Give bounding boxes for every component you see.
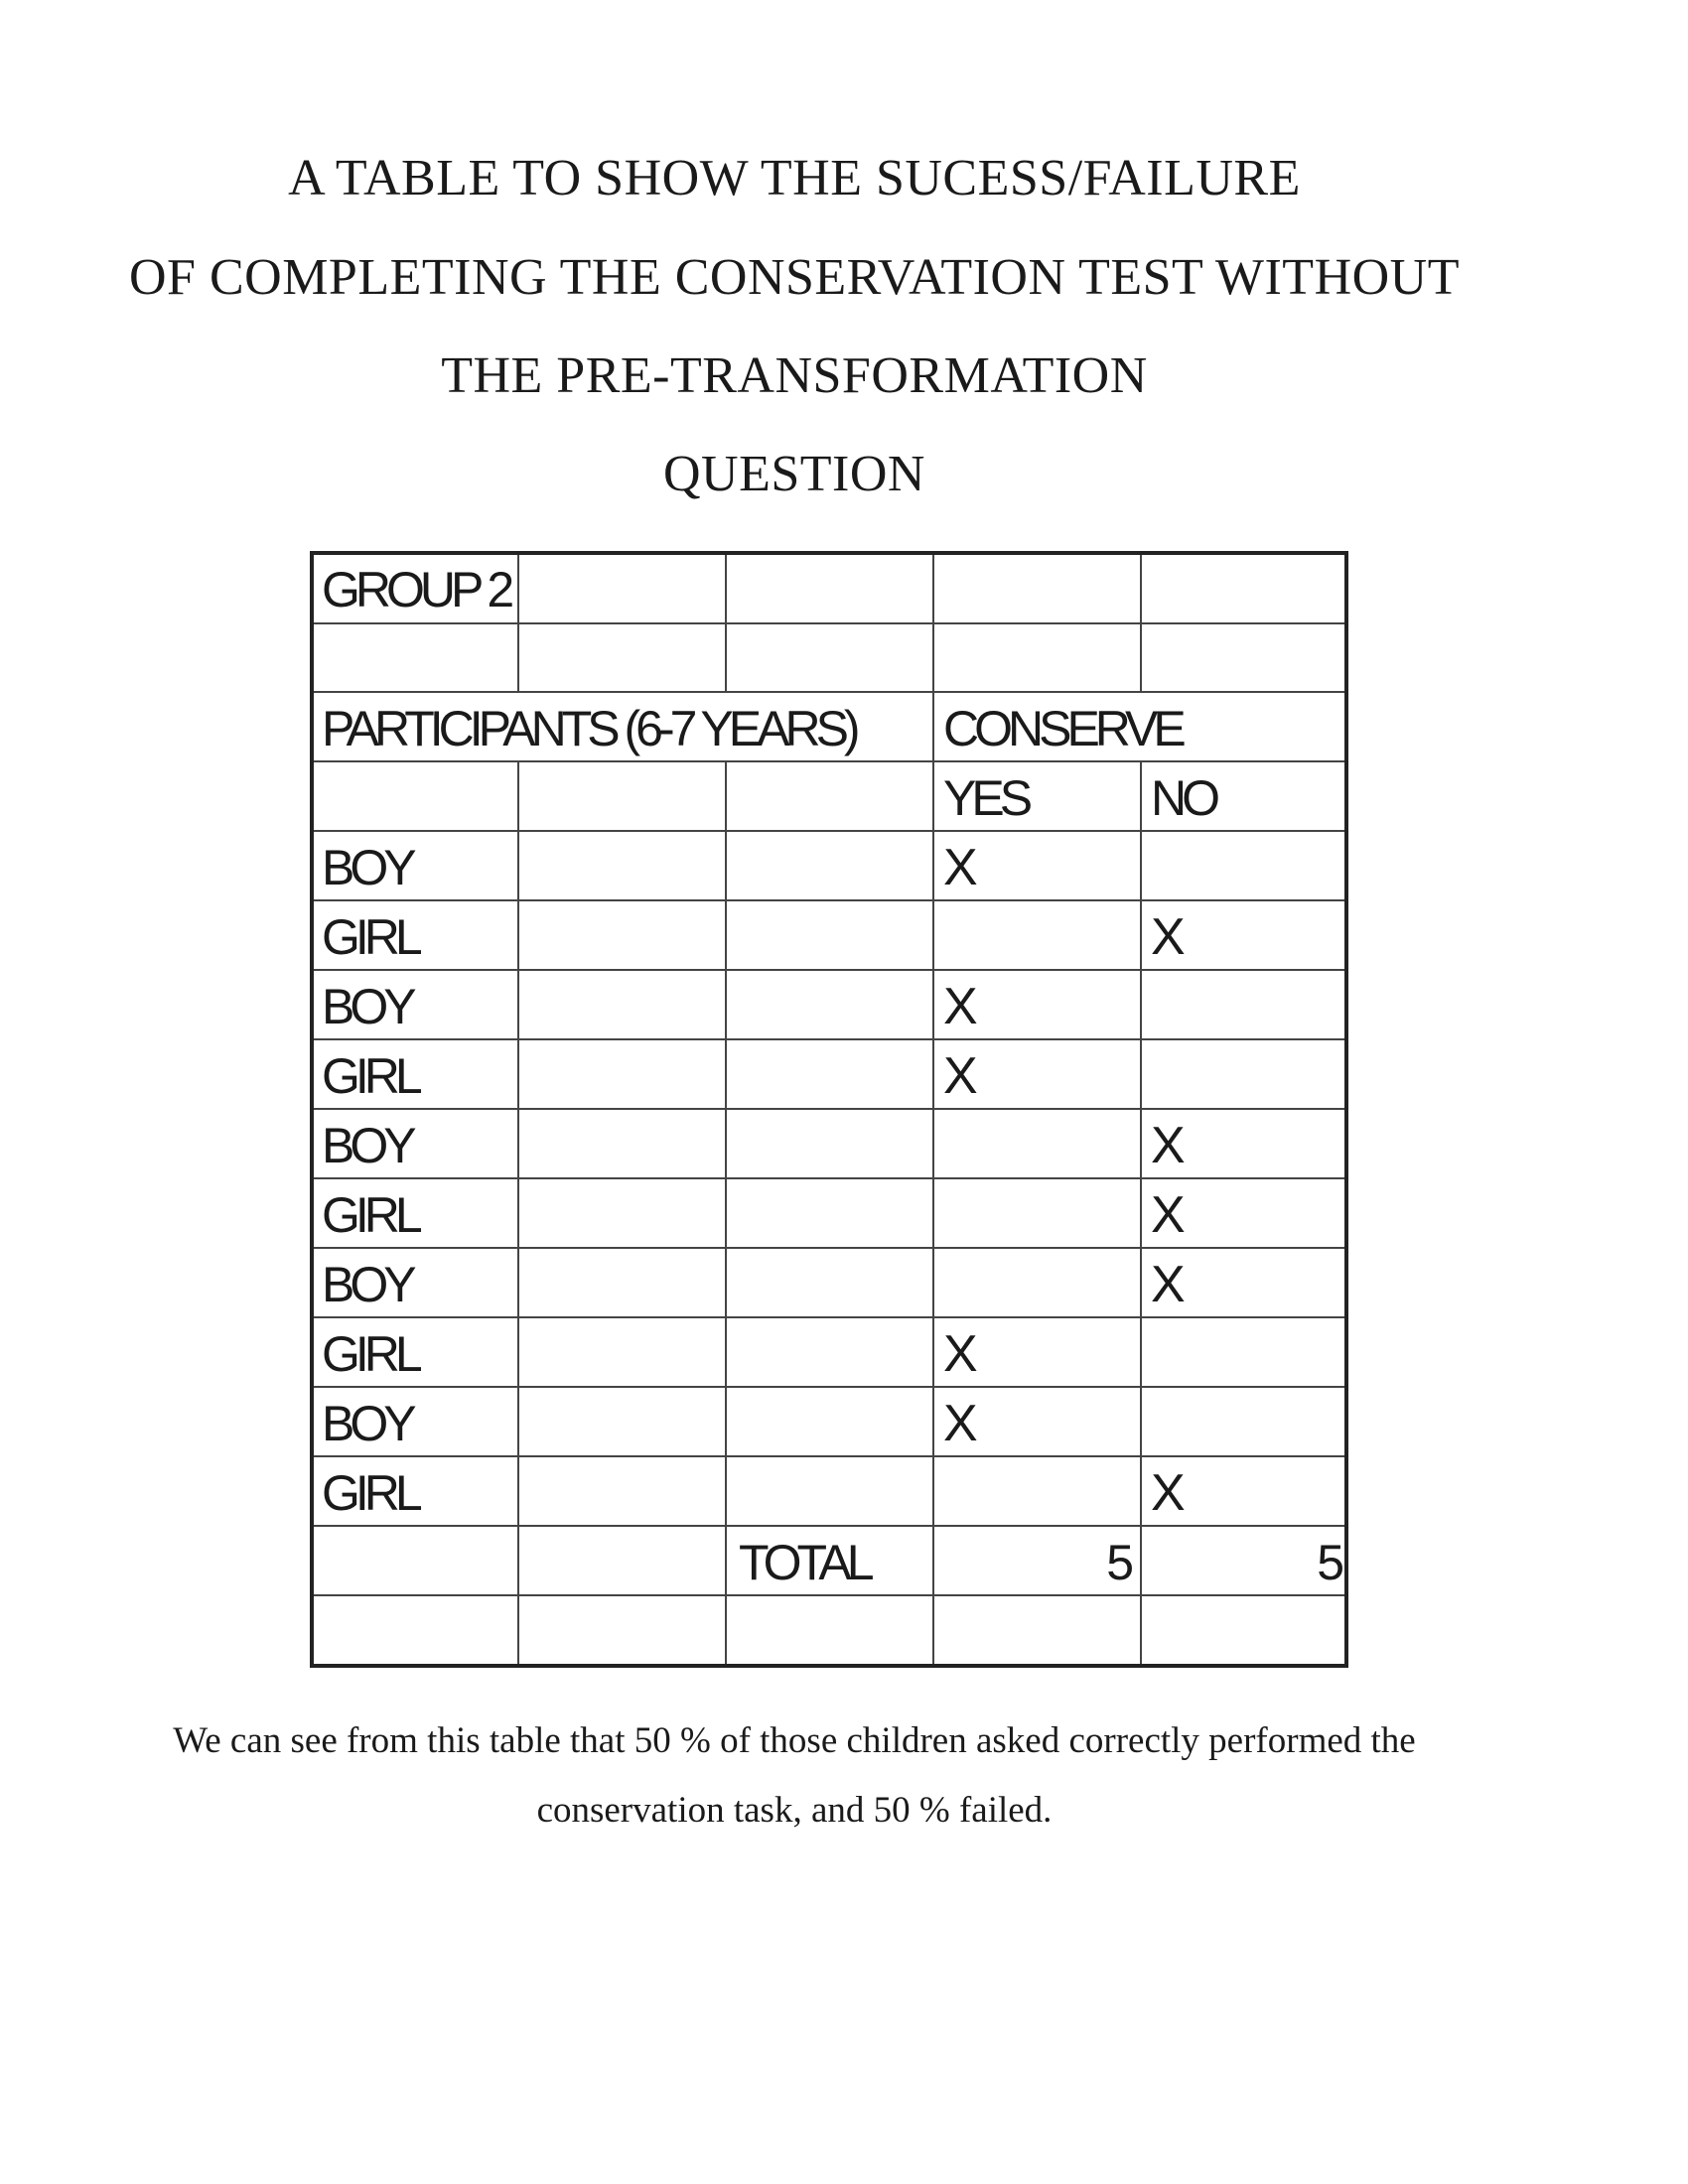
no-mark: X xyxy=(1151,908,1186,966)
row-divider xyxy=(314,969,1344,971)
row-divider xyxy=(314,1177,1344,1179)
no-mark: X xyxy=(1151,1186,1186,1244)
participant-cell: BOY xyxy=(322,1257,412,1312)
no-header: NO xyxy=(1151,770,1215,826)
total-label: TOTAL xyxy=(739,1535,870,1590)
column-divider xyxy=(725,555,727,691)
column-divider xyxy=(932,555,934,1664)
row-divider xyxy=(314,1108,1344,1110)
participant-cell: GIRL xyxy=(322,909,418,965)
row-divider xyxy=(314,1247,1344,1249)
row-divider xyxy=(314,1038,1344,1040)
total-yes: 5 xyxy=(1106,1535,1134,1590)
yes-mark: X xyxy=(943,839,978,896)
yes-mark: X xyxy=(943,1325,978,1383)
yes-mark: X xyxy=(943,1047,978,1105)
column-divider xyxy=(1140,555,1142,691)
participant-cell: GIRL xyxy=(322,1187,418,1243)
results-table xyxy=(310,551,1348,1668)
participant-cell: BOY xyxy=(322,1396,412,1451)
participant-cell: BOY xyxy=(322,1118,412,1173)
conserve-header: CONSERVE xyxy=(943,701,1182,756)
title-line-3: THE PRE-TRANSFORMATION xyxy=(441,347,1148,404)
title-line-4: QUESTION xyxy=(663,446,925,502)
no-mark: X xyxy=(1151,1117,1186,1174)
participant-cell: GIRL xyxy=(322,1326,418,1382)
participant-cell: GIRL xyxy=(322,1048,418,1104)
title-line-1: A TABLE TO SHOW THE SUCESS/FAILURE xyxy=(288,150,1301,206)
title-line-2: OF COMPLETING THE CONSERVATION TEST WITHOUT xyxy=(128,249,1460,306)
row-divider xyxy=(314,899,1344,901)
total-no: 5 xyxy=(1317,1535,1344,1590)
row-divider xyxy=(314,691,1344,693)
group-label: GROUP 2 xyxy=(322,562,510,617)
column-divider xyxy=(1140,760,1142,1664)
column-divider xyxy=(517,760,519,1664)
row-divider xyxy=(314,1455,1344,1457)
no-mark: X xyxy=(1151,1256,1186,1313)
participants-header: PARTICIPANTS (6-7 YEARS) xyxy=(322,701,856,756)
row-divider xyxy=(314,1525,1344,1527)
participant-cell: GIRL xyxy=(322,1465,418,1521)
column-divider xyxy=(725,760,727,1664)
row-divider xyxy=(314,1386,1344,1388)
participant-cell: BOY xyxy=(322,840,412,895)
column-divider xyxy=(517,555,519,691)
row-divider xyxy=(314,1316,1344,1318)
no-mark: X xyxy=(1151,1464,1186,1522)
participant-cell: BOY xyxy=(322,979,412,1034)
summary-line-1: We can see from this table that 50 % of those children asked correctly performed the xyxy=(173,1720,1416,1761)
summary-line-2: conservation task, and 50 % failed. xyxy=(536,1790,1053,1831)
yes-header: YES xyxy=(943,770,1029,826)
yes-mark: X xyxy=(943,1395,978,1452)
yes-mark: X xyxy=(943,978,978,1035)
